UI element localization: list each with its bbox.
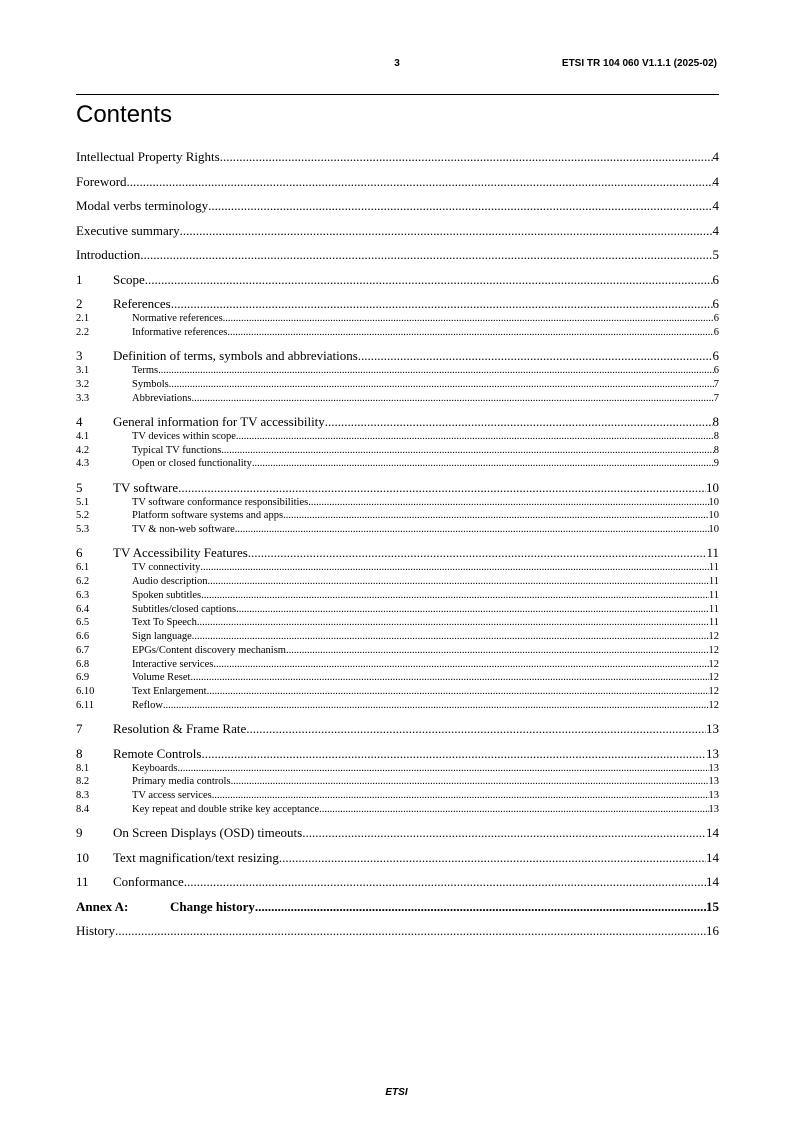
- toc-entry-page: 12: [708, 699, 719, 711]
- toc-entry-number: 8.3: [76, 790, 90, 801]
- toc-entry-title: EPGs/Content discovery mechanism: [132, 644, 286, 656]
- toc-entry-number: 9: [76, 825, 83, 840]
- toc-entry-page: 6: [712, 296, 719, 311]
- toc-entry-title: Audio description: [132, 576, 208, 587]
- toc-entry[interactable]: [76, 378, 719, 392]
- toc-entry[interactable]: [76, 803, 719, 817]
- toc-entry-title: Modal verbs terminology: [76, 198, 209, 213]
- toc-entry-number: 10: [76, 849, 89, 865]
- toc-entry-page: 6: [712, 348, 719, 363]
- toc-entry-page: 10: [708, 524, 719, 535]
- toc-entry-title: Text Enlargement: [132, 686, 207, 697]
- toc-entry-page: 15: [706, 898, 719, 914]
- toc-leader-dots: [236, 603, 709, 617]
- toc-entry-title: Abbreviations: [132, 392, 192, 404]
- document-id: ETSI TR 104 060 V1.1.1 (2025-02): [561, 58, 717, 69]
- toc-entry-title: Terms: [132, 365, 159, 376]
- toc-entry[interactable]: [76, 247, 719, 263]
- toc-entry-number: 1: [76, 271, 83, 287]
- toc-leader-dots: [201, 589, 709, 603]
- toc-entry-title: Informative references: [132, 326, 228, 338]
- toc-entry[interactable]: [76, 630, 719, 644]
- toc-entry[interactable]: [76, 789, 719, 803]
- toc-entry-title: Text To Speech: [132, 617, 197, 629]
- toc-leader-dots: [308, 496, 708, 510]
- toc-entry-title: Normative references: [132, 313, 223, 324]
- toc-entry-page: 13: [708, 803, 719, 815]
- toc-entry-number: 6.5: [76, 617, 90, 629]
- toc-entry-page: 6: [713, 365, 719, 376]
- toc-entry[interactable]: [76, 699, 719, 713]
- header-rule: [76, 94, 719, 95]
- toc-entry-number: 8: [76, 745, 83, 761]
- toc-entry[interactable]: [76, 312, 719, 326]
- toc-entry-title: Interactive services: [132, 658, 214, 670]
- toc-entry-number: 8.4: [76, 803, 90, 815]
- toc-entry[interactable]: [76, 392, 719, 406]
- toc-entry[interactable]: [76, 561, 719, 575]
- toc-entry-page: 9: [713, 458, 719, 470]
- toc-leader-dots: [235, 523, 709, 537]
- toc-entry-page: 11: [708, 603, 719, 615]
- toc-entry-title: Executive summary: [76, 222, 180, 238]
- toc-entry[interactable]: [76, 457, 719, 471]
- toc-leader-dots: [213, 658, 708, 672]
- toc-entry-title: TV software: [113, 479, 179, 495]
- toc-leader-dots: [223, 312, 714, 326]
- toc-entry-title: Primary media controls: [132, 776, 231, 788]
- toc-leader-dots: [192, 630, 709, 644]
- toc-entry-number: 4.1: [76, 430, 90, 442]
- toc-entry-page: 4: [712, 222, 719, 238]
- toc-leader-dots: [236, 430, 714, 444]
- toc-entry[interactable]: [76, 480, 719, 496]
- toc-entry[interactable]: [76, 174, 719, 190]
- toc-entry[interactable]: [76, 899, 719, 915]
- toc-leader-dots: [178, 480, 706, 496]
- toc-entry-number: 2: [76, 296, 83, 311]
- toc-entry-number: 8.2: [76, 776, 90, 788]
- toc-entry-number: 6.7: [76, 644, 90, 656]
- toc-entry-number: 5: [76, 479, 83, 495]
- toc-entry-page: 4: [712, 198, 719, 213]
- toc-entry-title: Keyboards: [132, 762, 178, 774]
- toc-entry[interactable]: [76, 923, 719, 939]
- toc-entry[interactable]: [76, 721, 719, 737]
- toc-leader-dots: [302, 825, 706, 841]
- toc-entry[interactable]: [76, 545, 719, 561]
- toc-entry-title: Subtitles/closed captions: [132, 603, 237, 615]
- toc-entry-number: 3: [76, 348, 83, 363]
- toc-entry-title: Change history: [170, 898, 255, 914]
- toc-entry[interactable]: [76, 589, 719, 603]
- toc-entry-title: Key repeat and double strike key acceptance: [132, 803, 320, 815]
- toc-entry-page: 4: [712, 149, 719, 164]
- toc-entry-title: Symbols: [132, 378, 169, 390]
- toc-entry-title: Remote Controls: [113, 745, 202, 761]
- toc-leader-dots: [279, 850, 706, 866]
- toc-entry-number: Annex A:: [76, 898, 129, 914]
- toc-entry-page: 11: [708, 562, 719, 574]
- toc-entry-number: 7: [76, 721, 83, 736]
- toc-entry-number: 6.2: [76, 576, 90, 587]
- toc-entry-title: Foreword: [76, 173, 127, 189]
- toc-entry[interactable]: [76, 430, 719, 444]
- toc-entry[interactable]: [76, 874, 719, 890]
- toc-entry-title: Platform software systems and apps: [132, 510, 284, 522]
- toc-entry-title: TV access services: [132, 790, 212, 801]
- toc-entry-title: General information for TV accessibility: [113, 413, 325, 429]
- toc-leader-dots: [319, 803, 708, 817]
- toc-leader-dots: [248, 545, 707, 561]
- toc-entry[interactable]: [76, 575, 719, 589]
- toc-leader-dots: [227, 326, 713, 340]
- toc-entry-page: 12: [708, 631, 719, 642]
- toc-entry-page: 6: [713, 313, 719, 324]
- toc-entry-title: On Screen Displays (OSD) timeouts: [113, 825, 303, 840]
- toc-entry-title: TV software conformance responsibilities: [132, 496, 309, 508]
- toc-leader-dots: [127, 174, 713, 190]
- toc-entry[interactable]: [76, 414, 719, 430]
- toc-entry[interactable]: [76, 616, 719, 630]
- toc-leader-dots: [140, 247, 712, 263]
- toc-entry-title: Open or closed functionality: [132, 458, 252, 470]
- toc-entry-number: 6.3: [76, 589, 90, 601]
- toc-entry-title: Spoken subtitles: [132, 589, 202, 601]
- toc-entry-number: 11: [76, 874, 89, 889]
- toc-entry-page: 4: [712, 173, 719, 189]
- toc-leader-dots: [158, 364, 714, 378]
- toc-leader-dots: [184, 874, 706, 890]
- toc-leader-dots: [190, 671, 708, 685]
- toc-entry-title: Volume Reset: [132, 672, 191, 684]
- contents-title: Contents: [76, 101, 173, 128]
- toc-leader-dots: [178, 762, 709, 776]
- toc-leader-dots: [200, 561, 709, 575]
- toc-entry[interactable]: [76, 644, 719, 658]
- toc-leader-dots: [286, 644, 709, 658]
- toc-entry-page: 8: [713, 444, 719, 456]
- toc-entry-page: 12: [708, 644, 719, 656]
- toc-entry-number: 5.2: [76, 510, 90, 522]
- toc-entry-page: 14: [706, 825, 719, 840]
- toc-entry-title: Intellectual Property Rights: [76, 149, 220, 164]
- toc-entry-number: 5.1: [76, 496, 90, 508]
- toc-entry[interactable]: [76, 198, 719, 214]
- toc-entry[interactable]: [76, 775, 719, 789]
- page-number: 3: [394, 58, 400, 69]
- toc-entry-title: Sign language: [132, 631, 192, 642]
- table-of-contents: [76, 149, 719, 939]
- toc-entry-page: 6: [712, 271, 719, 287]
- toc-entry-page: 11: [708, 617, 719, 629]
- toc-leader-dots: [325, 414, 713, 430]
- toc-entry[interactable]: [76, 746, 719, 762]
- toc-entry-page: 13: [708, 762, 719, 774]
- toc-entry-page: 10: [708, 510, 719, 522]
- toc-entry[interactable]: [76, 223, 719, 239]
- toc-leader-dots: [192, 392, 714, 406]
- toc-entry-number: 2.1: [76, 313, 90, 324]
- toc-leader-dots: [208, 575, 709, 589]
- toc-entry-number: 6: [76, 545, 83, 561]
- toc-leader-dots: [283, 509, 708, 523]
- toc-entry[interactable]: [76, 850, 719, 866]
- toc-entry-page: 10: [708, 496, 719, 508]
- toc-entry-number: 4.3: [76, 458, 90, 470]
- toc-entry-page: 11: [708, 576, 719, 587]
- toc-entry-number: 6.6: [76, 631, 90, 642]
- toc-leader-dots: [180, 223, 713, 239]
- toc-entry-page: 13: [708, 790, 719, 801]
- toc-entry-title: Text magnification/text resizing: [113, 849, 279, 865]
- toc-entry-page: 11: [706, 545, 719, 561]
- toc-entry[interactable]: [76, 326, 719, 340]
- toc-entry[interactable]: [76, 825, 719, 841]
- toc-entry-title: TV Accessibility Features: [113, 545, 248, 561]
- toc-entry-page: 12: [708, 686, 719, 697]
- toc-leader-dots: [208, 198, 712, 214]
- toc-entry[interactable]: [76, 272, 719, 288]
- footer-etsi: ETSI: [385, 1087, 408, 1098]
- toc-entry-page: 7: [713, 392, 719, 404]
- toc-entry-page: 13: [706, 721, 719, 736]
- toc-entry-page: 6: [713, 326, 719, 338]
- toc-entry-title: Definition of terms, symbols and abbreviations: [113, 348, 358, 363]
- toc-entry[interactable]: [76, 671, 719, 685]
- toc-entry-page: 8: [713, 430, 719, 442]
- toc-leader-dots: [255, 899, 706, 915]
- toc-entry-title: Typical TV functions: [132, 444, 222, 456]
- toc-leader-dots: [163, 699, 709, 713]
- toc-entry-number: 6.10: [76, 686, 95, 697]
- toc-entry-number: 6.4: [76, 603, 90, 615]
- toc-entry-page: 12: [708, 672, 719, 684]
- toc-entry-number: 6.11: [76, 699, 94, 711]
- toc-entry[interactable]: [76, 364, 719, 378]
- toc-entry[interactable]: [76, 658, 719, 672]
- toc-entry[interactable]: [76, 149, 719, 165]
- toc-entry-title: Resolution & Frame Rate: [113, 721, 247, 736]
- toc-entry-number: 4.2: [76, 444, 90, 456]
- toc-entry-number: 8.1: [76, 762, 90, 774]
- toc-entry-number: 6.8: [76, 658, 90, 670]
- toc-entry-title: Scope: [113, 271, 145, 287]
- toc-entry[interactable]: [76, 496, 719, 510]
- toc-entry-page: 14: [706, 874, 719, 889]
- toc-entry[interactable]: [76, 348, 719, 364]
- toc-entry[interactable]: [76, 523, 719, 537]
- toc-leader-dots: [252, 457, 714, 471]
- toc-entry-title: Conformance: [113, 874, 184, 889]
- toc-entry-title: Reflow: [132, 699, 163, 711]
- toc-entry-number: 4: [76, 413, 83, 429]
- toc-leader-dots: [115, 923, 706, 939]
- toc-entry[interactable]: [76, 509, 719, 523]
- toc-entry[interactable]: [76, 685, 719, 699]
- toc-leader-dots: [358, 348, 713, 364]
- toc-leader-dots: [201, 746, 706, 762]
- toc-entry-title: References: [113, 296, 171, 311]
- toc-entry-number: 2.2: [76, 326, 90, 338]
- toc-entry[interactable]: [76, 762, 719, 776]
- toc-entry-page: 12: [708, 658, 719, 670]
- toc-leader-dots: [221, 444, 713, 458]
- toc-entry-page: 14: [706, 849, 719, 865]
- toc-entry[interactable]: [76, 603, 719, 617]
- toc-entry-title: TV & non-web software: [132, 524, 235, 535]
- toc-entry-page: 5: [712, 247, 719, 262]
- toc-leader-dots: [212, 789, 709, 803]
- toc-entry-page: 10: [706, 479, 719, 495]
- toc-entry-number: 5.3: [76, 524, 90, 535]
- toc-leader-dots: [207, 685, 709, 699]
- toc-entry-number: 6.1: [76, 562, 90, 574]
- toc-entry-title: Introduction: [76, 247, 141, 262]
- toc-leader-dots: [169, 378, 714, 392]
- toc-entry-page: 11: [708, 589, 719, 601]
- toc-entry-page: 8: [712, 413, 719, 429]
- toc-leader-dots: [246, 721, 706, 737]
- toc-entry-page: 7: [713, 378, 719, 390]
- toc-leader-dots: [220, 149, 713, 165]
- toc-leader-dots: [231, 775, 709, 789]
- toc-entry-page: 13: [706, 745, 719, 761]
- toc-entry-title: History: [76, 923, 115, 938]
- toc-entry[interactable]: [76, 444, 719, 458]
- toc-leader-dots: [145, 272, 713, 288]
- toc-entry[interactable]: [76, 296, 719, 312]
- toc-entry-page: 13: [708, 776, 719, 788]
- toc-entry-number: 3.2: [76, 378, 90, 390]
- toc-leader-dots: [171, 296, 713, 312]
- toc-entry-title: TV connectivity: [132, 562, 201, 574]
- toc-entry-page: 16: [706, 923, 719, 938]
- toc-leader-dots: [197, 616, 709, 630]
- toc-entry-number: 6.9: [76, 672, 90, 684]
- toc-entry-number: 3.1: [76, 365, 90, 376]
- toc-entry-title: TV devices within scope: [132, 430, 236, 442]
- toc-entry-number: 3.3: [76, 392, 90, 404]
